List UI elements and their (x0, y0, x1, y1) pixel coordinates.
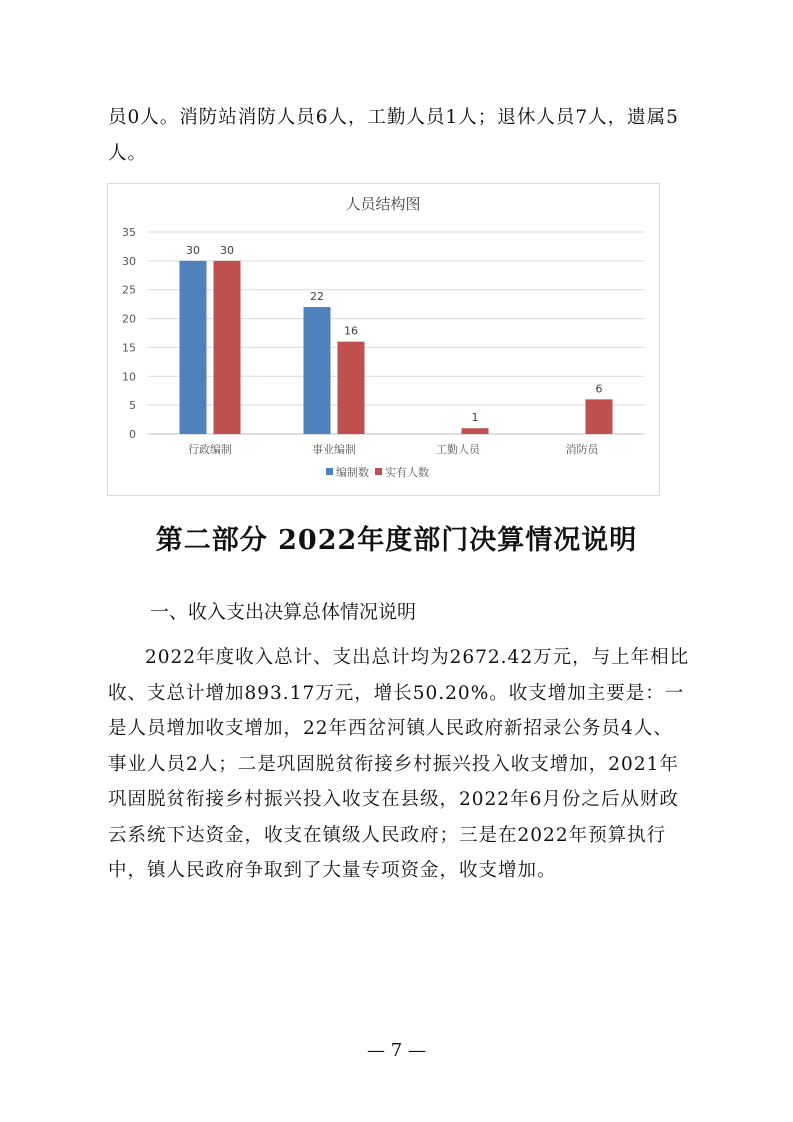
data-label: 22 (310, 290, 324, 304)
bar (304, 307, 331, 434)
bar (462, 428, 489, 434)
bar (338, 342, 365, 434)
x-tick-label: 事业编制 (312, 443, 356, 456)
x-tick-label: 消防员 (565, 443, 599, 456)
data-label: 16 (344, 324, 358, 338)
y-tick-label: 0 (129, 428, 136, 441)
y-tick-label: 10 (122, 370, 136, 384)
data-label: 1 (471, 411, 479, 425)
chart-svg (108, 184, 659, 495)
y-tick-label: 15 (122, 341, 136, 355)
paragraph-income-expense: 2022年度收入总计、支出总计均为2672.42万元，与上年相比收、支总计增加893.17万元，增长50.20%。收支增加主要是：一是人员增加收支增加，22年西岔河镇人民政府新招录公务员4人、事业人员2人；二是巩固脱贫衔接乡村振兴投入收支增加，2021年巩固脱贫衔接乡村振兴投入收支在县级，2022年6月份之后从财政云系统下达资金，收支在镇级人民政府；三是在2022年预算执行中，镇人民政府争取到了大量专项资金，收支增加。 (108, 647, 690, 881)
bar (180, 261, 207, 434)
y-tick-label: 5 (129, 399, 136, 413)
data-label: 30 (186, 243, 200, 257)
legend-swatch (375, 468, 382, 475)
staff-structure-chart (107, 183, 660, 496)
legend-label: 实有人数 (385, 466, 429, 479)
y-tick-label: 25 (122, 283, 136, 297)
bar (214, 261, 241, 434)
x-tick-label: 行政编制 (188, 443, 232, 456)
chart-title: 人员结构图 (345, 195, 421, 213)
legend-swatch (326, 468, 333, 475)
x-tick-label: 工勤人员 (436, 443, 480, 456)
y-tick-label: 35 (122, 226, 136, 239)
page-number: — 7 — (367, 1040, 426, 1061)
section-title: 第二部分 2022年度部门决算情况说明 (155, 525, 638, 556)
data-label: 30 (220, 243, 234, 257)
paragraph-staff-summary: 员0人。消防站消防人员6人，工勤人员1人；退休人员7人，遗属5人。 (108, 107, 679, 164)
legend-label: 编制数 (336, 466, 369, 479)
bar (586, 399, 613, 434)
y-tick-label: 20 (122, 312, 136, 326)
y-tick-label: 30 (122, 254, 136, 268)
subsection-title: 一、收入支出决算总体情况说明 (150, 601, 417, 623)
data-label: 6 (595, 382, 603, 396)
